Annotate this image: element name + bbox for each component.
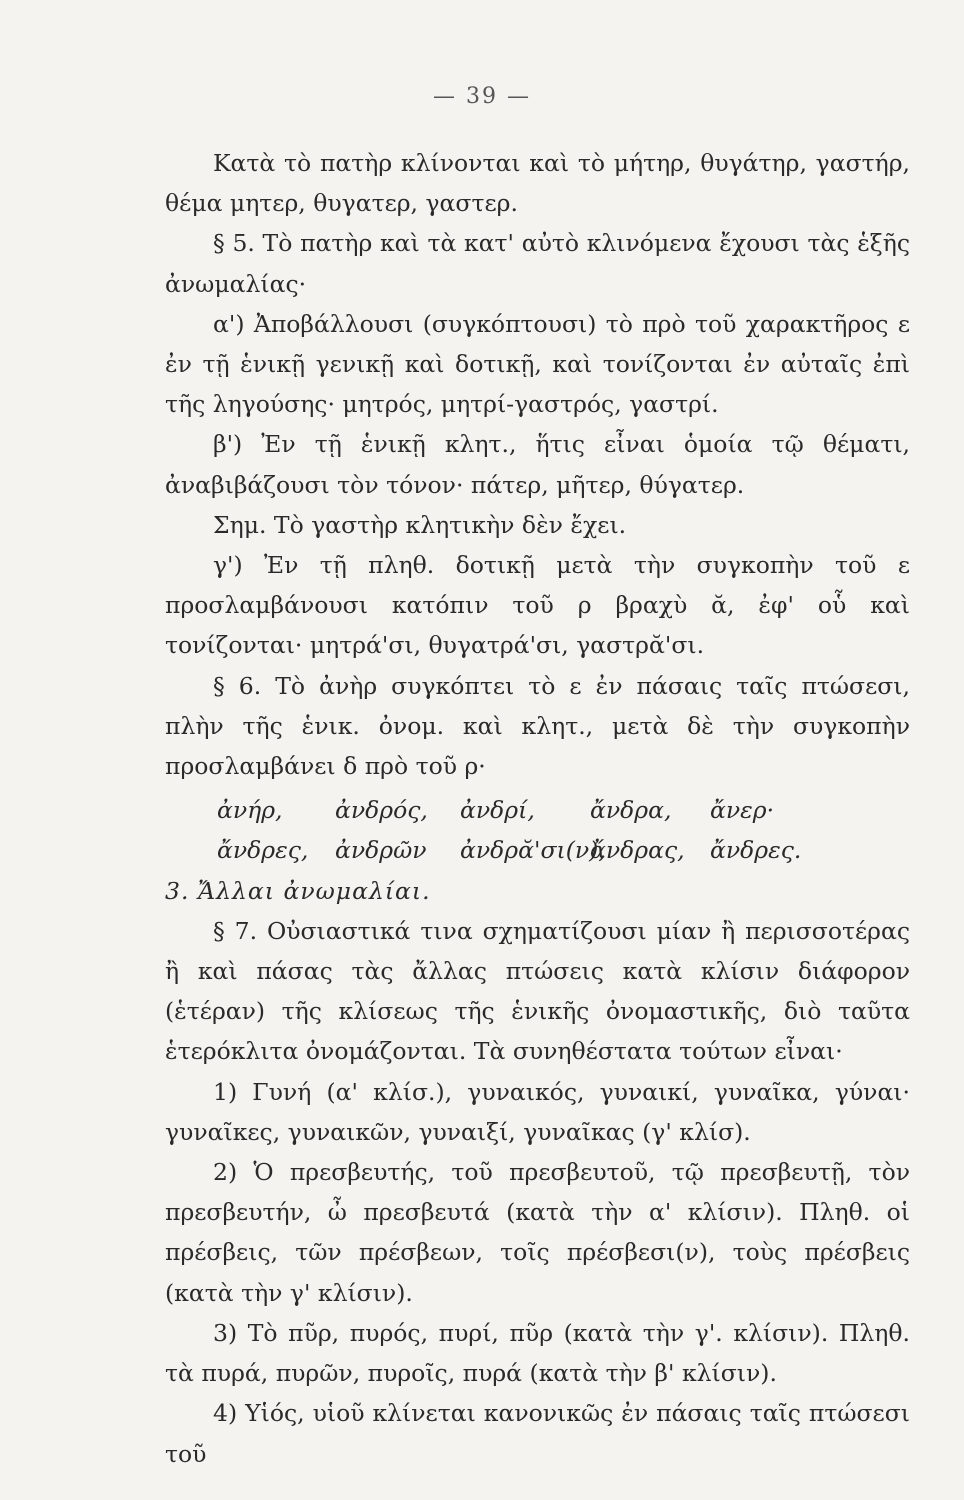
declension-form: ἄνδρες, <box>217 836 309 865</box>
paragraph: γ') Ἐν τῇ πληθ. δοτικῇ μετὰ τὴν συγκοπὴν τοῦ ε προσλαμβάνουσι κατόπιν τοῦ ρ βραχὺ ᾰ, ἐφ' οὗ καὶ τονίζονται· μητρά'σι, θυγατρά'σι, γαστρᾰ'σι. <box>165 551 910 660</box>
declension-form: ἀνήρ, <box>217 796 283 825</box>
declension-form: ἄνδρες. <box>710 836 802 865</box>
paragraph: § 6. Τὸ ἀνὴρ συγκόπτει τὸ ε ἐν πάσαις ταῖς πτώσεσι, πλὴν τῆς ἑνικ. ὀνομ. καὶ κλητ., μετὰ δὲ τὴν συγκοπὴν προσλαμβάνει δ πρὸ τοῦ ρ· <box>165 671 910 781</box>
paragraph: Σημ. Τὸ γαστὴρ κλητικὴν δὲν ἔχει. <box>213 510 627 539</box>
declension-form: ἀνδρί, <box>460 796 535 825</box>
page-number: — 39 — <box>433 84 531 109</box>
declension-row <box>217 830 910 870</box>
paragraph: β') Ἐν τῇ ἑνικῇ κλητ., ἥτις εἶναι ὁμοία τῷ θέματι, ἀναβιβάζουσι τὸν τόνον· πάτερ, μῆτερ, θύγατερ. <box>165 430 910 499</box>
paragraph: § 7. Οὐσιαστικά τινα σχηματίζουσι μίαν ἢ περισσοτέρας ἢ καὶ πάσας τὰς ἄλλας πτώσεις κατὰ κλίσιν διάφορον (ἑτέραν) τῆς κλίσεως τῆς ἑνικῆς ὀνομαστικῆς, διὸ ταῦτα ἑτερόκλιτα ὀνομάζονται. Τὰ συνηθέστατα τούτων εἶναι· <box>165 916 910 1066</box>
declension-form: ἄνδρα, <box>590 796 672 825</box>
declension-form: ἀνδρῶν <box>335 836 427 865</box>
page-body <box>165 143 910 1474</box>
paragraph: § 5. Τὸ πατὴρ καὶ τὰ κατ' αὐτὸ κλινόμενα ἔχουσι τὰς ἑξῆς ἀνωμαλίας· <box>165 229 910 298</box>
section-heading: 3. Ἄλλαι ἀνωμαλίαι. <box>165 876 431 905</box>
paragraph: α') Ἀποβάλλουσι (συγκόπτουσι) τὸ πρὸ τοῦ χαρακτῆρος ε ἐν τῇ ἑνικῇ γενικῇ καὶ δοτικῇ, καὶ τονίζονται ἐν αὐταῖς ἐπὶ τῆς ληγούσης· μητρός, μητρί-γαστρός, γαστρί. <box>165 309 910 419</box>
paragraph: Κατὰ τὸ πατὴρ κλίνονται καὶ τὸ μήτηρ, θυγάτηρ, γαστήρ, θέμα μητερ, θυγατερ, γαστερ. <box>165 149 910 218</box>
paragraph: 3) Τὸ πῦρ, πυρός, πυρί, πῦρ (κατὰ τὴν γ'. κλίσιν). Πληθ. τὰ πυρά, πυρῶν, πυροῖς, πυρά (κατὰ τὴν β' κλίσιν). <box>165 1318 910 1388</box>
declension-form: ἀνδρᾰ'σι(ν), <box>460 836 606 865</box>
paragraph: 4) Υἱός, υἱοῦ κλίνεται κανονικῶς ἐν πάσαις ταῖς πτώσεσι τοῦ <box>165 1399 910 1468</box>
paragraph: 1) Γυνή (α' κλίσ.), γυναικός, γυναικί, γυναῖκα, γύναι· γυναῖκες, γυναικῶν, γυναιξί, γυναῖκας (γ' κλίσ). <box>165 1077 910 1146</box>
paragraph: 2) Ὁ πρεσβευτής, τοῦ πρεσβευτοῦ, τῷ πρεσβευτῇ, τὸν πρεσβευτήν, ὦ πρεσβευτά (κατὰ τὴν α' κλίσιν). Πληθ. οἱ πρέσβεις, τῶν πρέσβεων, τοῖς πρέσβεσι(ν), τοὺς πρέσβεις (κατὰ τὴν γ' κλίσιν). <box>165 1158 910 1307</box>
declension-form: ἀνδρός, <box>335 796 428 825</box>
declension-row <box>217 790 910 830</box>
declension-form: ἄνερ· <box>710 796 775 825</box>
declension-table <box>217 790 910 870</box>
declension-form: ἄνδρας, <box>590 836 685 865</box>
